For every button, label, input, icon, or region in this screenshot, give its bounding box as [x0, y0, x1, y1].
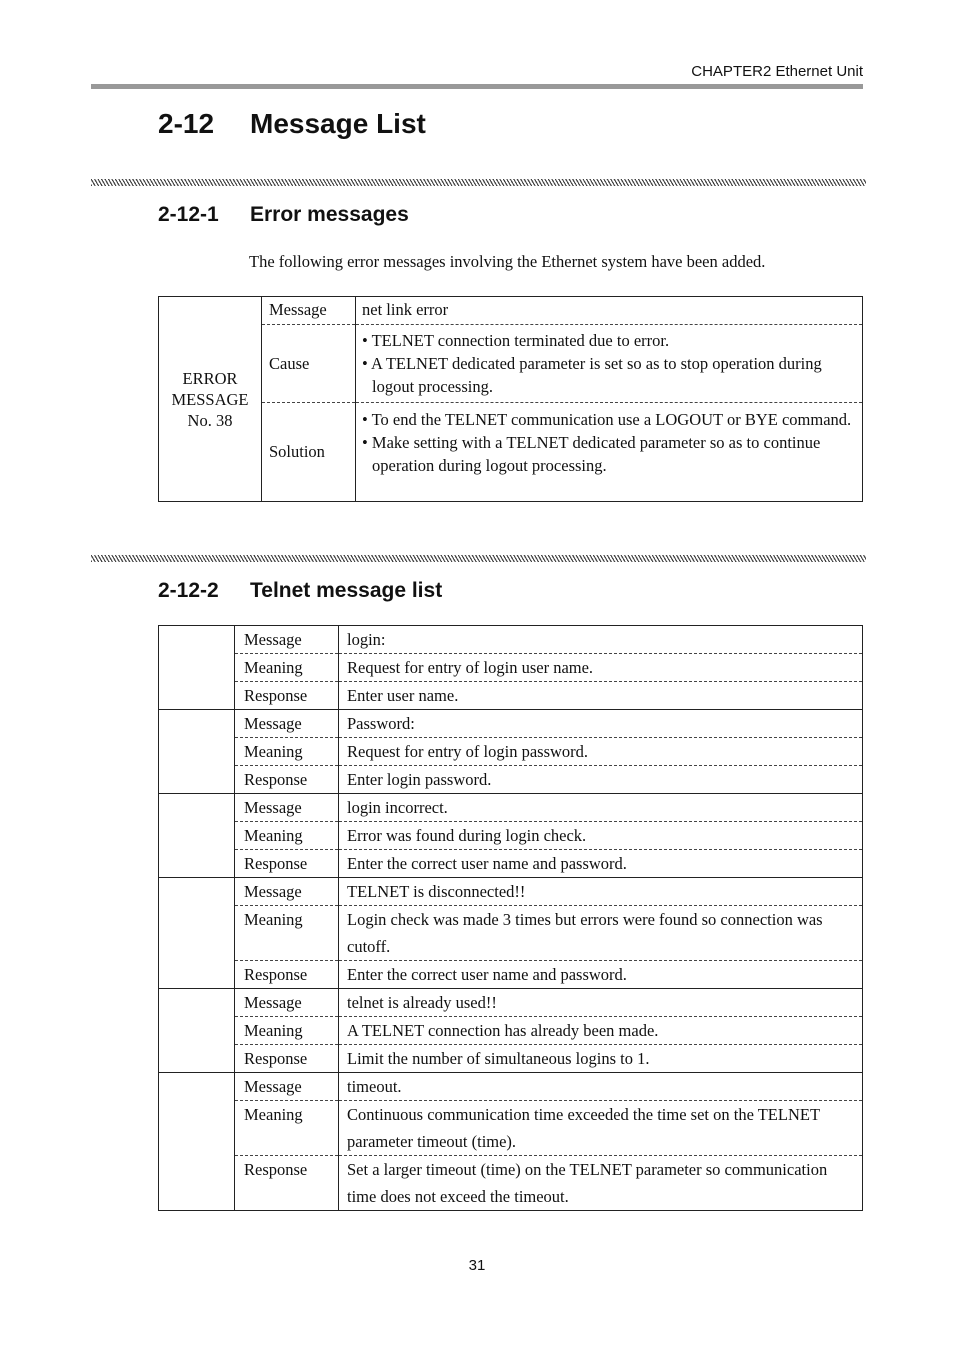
subsection-number: 2-12-1	[158, 203, 219, 226]
row-label: Cause	[262, 325, 356, 403]
table-row: Message login:	[159, 626, 863, 654]
intro-text: The following error messages involving the Ethernet system have been added.	[249, 252, 766, 271]
group-cell	[159, 989, 235, 1073]
row-value: • TELNET connection terminated due to error. • A TELNET dedicated parameter is set so as to stop operation during logout processing.	[356, 325, 863, 403]
table-row: Response Enter login password.	[159, 766, 863, 794]
chapter-header: CHAPTER2 Ethernet Unit	[691, 63, 863, 80]
header-rule	[91, 84, 863, 89]
subsection-title-text: Error messages	[250, 203, 409, 226]
subsection-title-error-messages	[158, 203, 409, 227]
group-cell	[159, 794, 235, 878]
group-cell	[159, 878, 235, 989]
group-cell	[159, 626, 235, 710]
hatched-divider	[91, 179, 866, 186]
table-row: Meaning Continuous communication time exceeded the time set on the TELNET parameter timeout (time).	[159, 1101, 863, 1156]
table-row: Meaning Login check was made 3 times but errors were found so connection was cutoff.	[159, 906, 863, 961]
group-cell	[159, 1073, 235, 1211]
group-cell	[159, 710, 235, 794]
subsection-title-telnet	[158, 579, 442, 603]
table-row: Response Set a larger timeout (time) on the TELNET parameter so communication time does not exceed the timeout.	[159, 1156, 863, 1211]
error-group-label: ERROR MESSAGE No. 38	[171, 368, 249, 430]
section-number: 2-12	[158, 108, 215, 139]
table-row: Message TELNET is disconnected!!	[159, 878, 863, 906]
table-row: Response Enter the correct user name and password.	[159, 850, 863, 878]
table-row: Meaning Request for entry of login password.	[159, 738, 863, 766]
row-value: net link error	[356, 297, 863, 325]
section-title	[158, 108, 426, 140]
table-row: Response Limit the number of simultaneous logins to 1.	[159, 1045, 863, 1073]
table-row: Response Enter user name.	[159, 682, 863, 710]
page-number: 31	[468, 1257, 486, 1274]
row-value: • To end the TELNET communication use a LOGOUT or BYE command. • Make setting with a TELNET dedicated parameter so as to continue operation during logout processing.	[356, 403, 863, 502]
table-row: Message timeout.	[159, 1073, 863, 1101]
telnet-message-table	[158, 625, 863, 1211]
row-label: Solution	[262, 403, 356, 502]
subsection-number: 2-12-2	[158, 579, 219, 602]
error-message-table	[158, 296, 863, 502]
section-title-text: Message List	[250, 108, 426, 139]
hatched-divider	[91, 555, 866, 562]
row-label: Message	[262, 297, 356, 325]
table-row: Response Enter the correct user name and password.	[159, 961, 863, 989]
subsection-title-text: Telnet message list	[250, 579, 443, 602]
table-row: Message login incorrect.	[159, 794, 863, 822]
table-row: Meaning Request for entry of login user name.	[159, 654, 863, 682]
table-row: Meaning A TELNET connection has already been made.	[159, 1017, 863, 1045]
table-row: Message telnet is already used!!	[159, 989, 863, 1017]
table-row: Meaning Error was found during login check.	[159, 822, 863, 850]
table-row: Message Password:	[159, 710, 863, 738]
